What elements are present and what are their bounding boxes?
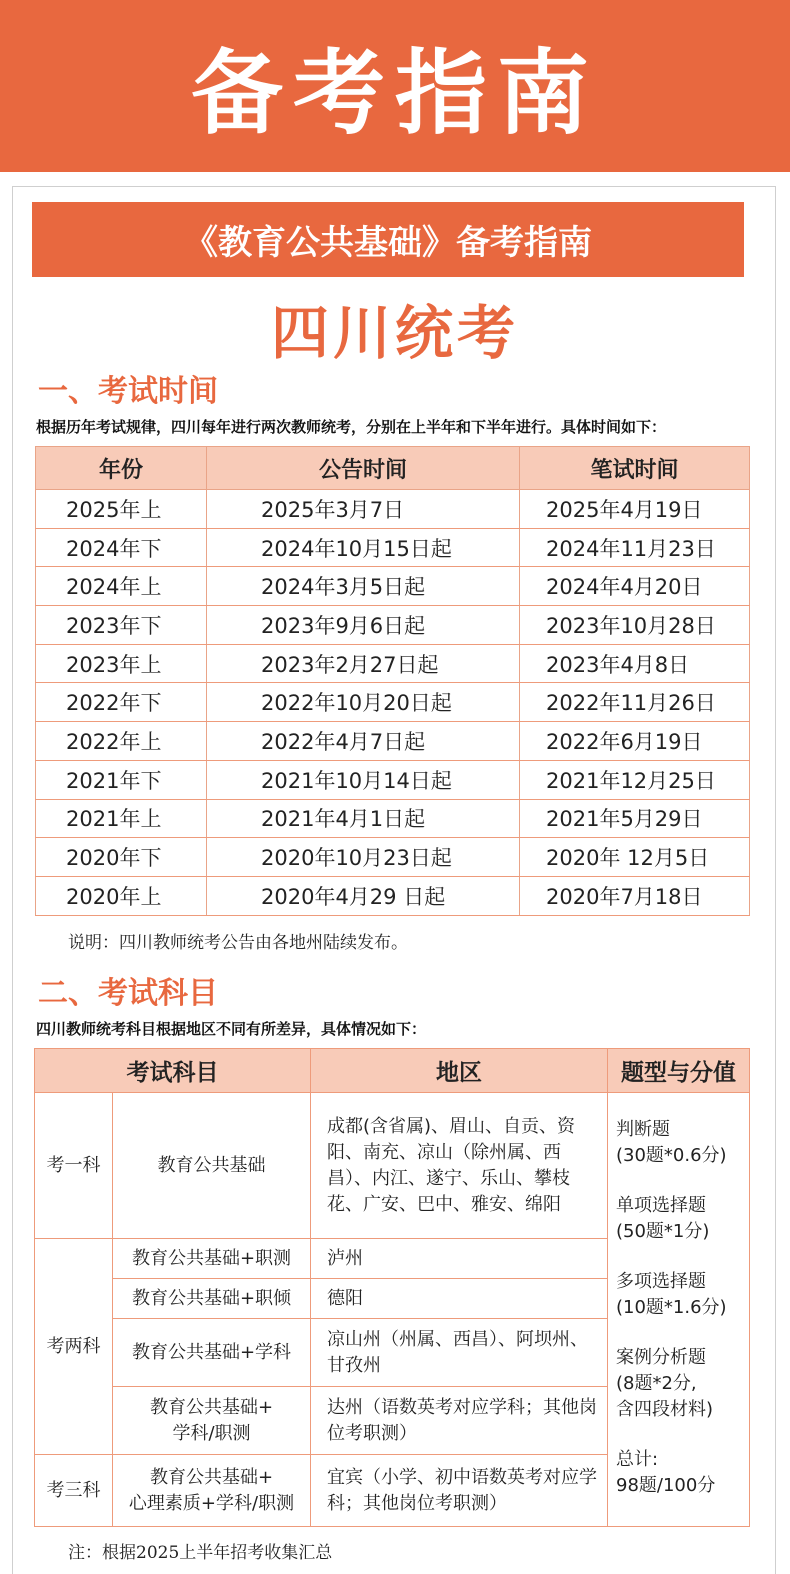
year-cell: 2020年下	[36, 838, 207, 877]
table-row	[35, 1093, 750, 1239]
header-region: 地区	[311, 1049, 608, 1093]
announcement-date-cell: 2023年9月6日起	[207, 606, 520, 645]
table-row	[36, 799, 750, 838]
section1-intro: 根据历年考试规律，四川每年进行两次教师统考，分别在上半年和下半年进行。具体时间如下：	[36, 418, 667, 436]
section2-heading: 二、考试科目	[38, 976, 218, 1011]
announcement-date-cell: 2025年3月7日	[207, 490, 520, 529]
year-cell: 2023年上	[36, 644, 207, 683]
exam-subject-table	[34, 1048, 750, 1527]
exam-date-cell: 2021年5月29日	[520, 799, 750, 838]
announcement-date-cell: 2023年2月27日起	[207, 644, 520, 683]
region-cell: 达州（语数英考对应学科；其他岗位考职测）	[311, 1387, 608, 1455]
question-type-item: 单项选择题 (50题*1分)	[616, 1195, 710, 1242]
region-cell: 成都(含省属)、眉山、自贡、资阳、南充、凉山（除州属、西昌）、内江、遂宁、乐山、攀枝花、广安、巴中、雅安、绵阳	[311, 1093, 608, 1239]
exam-date-cell: 2025年4月19日	[520, 490, 750, 529]
exam-date-cell: 2021年12月25日	[520, 760, 750, 799]
announcement-date-cell: 2024年3月5日起	[207, 567, 520, 606]
exam-date-cell: 2020年 12月5日	[520, 838, 750, 877]
table-row	[36, 490, 750, 529]
question-type-item: 多项选择题 (10题*1.6分)	[616, 1271, 727, 1318]
banner-title: 备考指南	[190, 40, 599, 147]
announcement-date-cell: 2020年10月23日起	[207, 838, 520, 877]
question-type-item: 总计: 98题/100分	[616, 1449, 716, 1496]
table-row	[36, 722, 750, 761]
section1-note: 说明：四川教师统考公告由各地州陆续发布。	[68, 933, 408, 953]
subject-cell: 教育公共基础+ 心理素质+学科/职测	[113, 1455, 311, 1527]
table-row	[36, 528, 750, 567]
table-row	[36, 567, 750, 606]
region-cell: 泸州	[311, 1239, 608, 1279]
exam-time-table	[35, 446, 750, 916]
table-row	[36, 838, 750, 877]
announcement-date-cell: 2024年10月15日起	[207, 528, 520, 567]
table-row	[36, 606, 750, 645]
announcement-date-cell: 2021年10月14日起	[207, 760, 520, 799]
table-header-row	[35, 1049, 750, 1093]
region-title: 四川统考	[270, 299, 519, 367]
year-cell: 2024年下	[36, 528, 207, 567]
question-type-item: 案例分析题 (8题*2分, 含四段材料)	[616, 1347, 714, 1420]
table-row	[36, 683, 750, 722]
exam-date-cell: 2024年4月20日	[520, 567, 750, 606]
subject-cell: 教育公共基础+ 学科/职测	[113, 1387, 311, 1455]
year-cell: 2022年下	[36, 683, 207, 722]
category-one: 考一科	[35, 1093, 113, 1239]
exam-date-cell: 2024年11月23日	[520, 528, 750, 567]
table-row	[36, 760, 750, 799]
sub-banner	[32, 202, 744, 277]
section2-intro: 四川教师统考科目根据地区不同有所差异，具体情况如下：	[36, 1020, 427, 1038]
year-cell: 2020年上	[36, 876, 207, 915]
category-two: 考两科	[35, 1239, 113, 1455]
category-three: 考三科	[35, 1455, 113, 1527]
year-cell: 2023年下	[36, 606, 207, 645]
exam-date-cell: 2023年10月28日	[520, 606, 750, 645]
exam-date-cell: 2022年6月19日	[520, 722, 750, 761]
top-banner	[0, 0, 790, 172]
section2-note: 注：根据2025上半年招考收集汇总	[68, 1543, 333, 1563]
exam-date-cell: 2023年4月8日	[520, 644, 750, 683]
region-cell: 凉山州（州属、西昌）、阿坝州、甘孜州	[311, 1319, 608, 1387]
header-question-types: 题型与分值	[608, 1049, 750, 1093]
table-header-row	[36, 447, 750, 490]
header-year: 年份	[36, 447, 207, 490]
announcement-date-cell: 2020年4月29 日起	[207, 876, 520, 915]
year-cell: 2021年下	[36, 760, 207, 799]
announcement-date-cell: 2022年4月7日起	[207, 722, 520, 761]
year-cell: 2025年上	[36, 490, 207, 529]
header-subject: 考试科目	[35, 1049, 311, 1093]
announcement-date-cell: 2022年10月20日起	[207, 683, 520, 722]
sub-banner-title: 《教育公共基础》备考指南	[184, 223, 592, 263]
question-type-item: 判断题 (30题*0.6分)	[616, 1119, 727, 1166]
region-cell: 德阳	[311, 1279, 608, 1319]
exam-date-cell: 2022年11月26日	[520, 683, 750, 722]
subject-cell: 教育公共基础	[113, 1093, 311, 1239]
table-row	[36, 644, 750, 683]
section1-heading: 一、考试时间	[38, 374, 218, 409]
question-types-list	[616, 1117, 749, 1499]
year-cell: 2024年上	[36, 567, 207, 606]
year-cell: 2021年上	[36, 799, 207, 838]
subject-cell: 教育公共基础+职测	[113, 1239, 311, 1279]
subject-cell: 教育公共基础+学科	[113, 1319, 311, 1387]
table-row	[36, 876, 750, 915]
exam-date-cell: 2020年7月18日	[520, 876, 750, 915]
header-written-exam: 笔试时间	[520, 447, 750, 490]
header-announcement: 公告时间	[207, 447, 520, 490]
region-cell: 宜宾（小学、初中语数英考对应学科；其他岗位考职测）	[311, 1455, 608, 1527]
year-cell: 2022年上	[36, 722, 207, 761]
announcement-date-cell: 2021年4月1日起	[207, 799, 520, 838]
subject-cell: 教育公共基础+职倾	[113, 1279, 311, 1319]
question-types-cell	[608, 1093, 750, 1527]
